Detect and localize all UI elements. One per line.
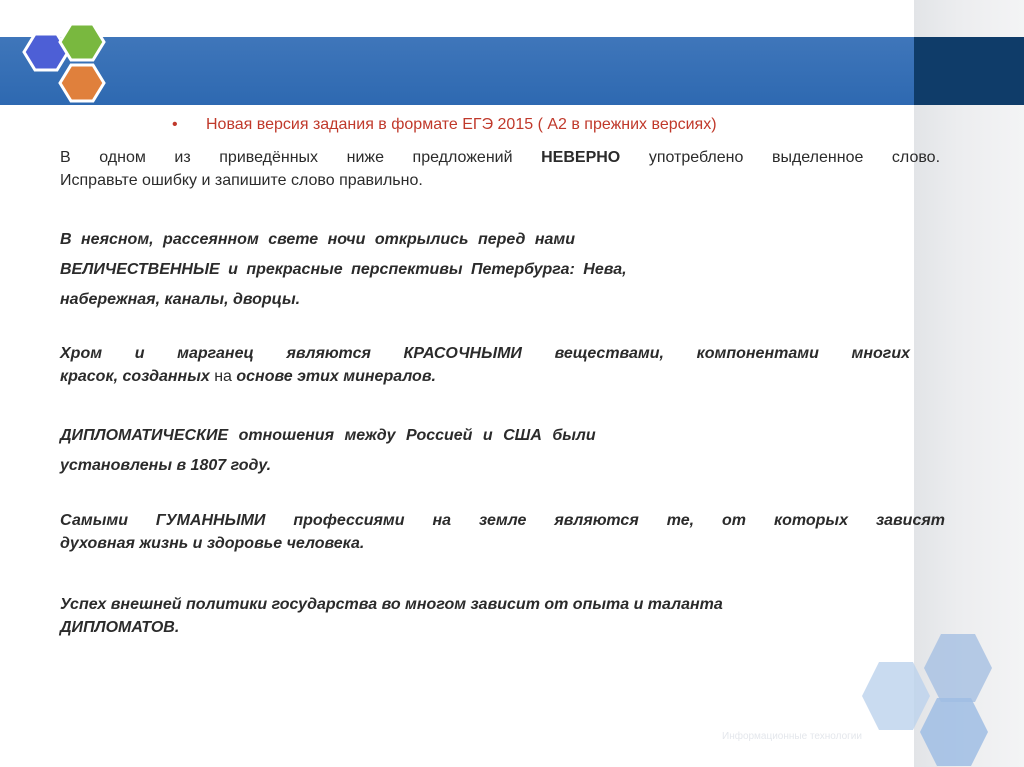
bullet-icon: • bbox=[172, 116, 178, 133]
sentence-2-part-b: на bbox=[214, 368, 232, 385]
sentence-5-line-2: ДИПЛОМАТОВ. bbox=[60, 619, 180, 636]
sentence-4-line-2: духовная жизнь и здоровье человека. bbox=[60, 535, 365, 552]
header-band-dark bbox=[914, 37, 1024, 105]
orange-hexagon bbox=[60, 65, 104, 101]
sentence-2-part-a: красок, созданных bbox=[60, 368, 215, 385]
task-title-text: Новая версия задания в формате ЕГЭ 2015 ( А2 в прежних версиях) bbox=[206, 116, 717, 133]
sentence-3-line-1: ДИПЛОМАТИЧЕСКИЕ отношения между Россией и США были bbox=[60, 427, 596, 444]
instruction-line-2: Исправьте ошибку и запишите слово правильно. bbox=[60, 172, 423, 189]
instruction-emphasis: НЕВЕРНО bbox=[541, 149, 621, 166]
footer-watermark: Информационные технологии bbox=[722, 731, 862, 742]
sentence-3-line-2: установлены в 1807 году. bbox=[60, 457, 272, 474]
sentence-5 bbox=[60, 593, 895, 639]
sentence-1-line-1: В неясном, рассеянном свете ночи открылись перед нами bbox=[60, 231, 575, 248]
sentence-5-line-1: Успех внешней политики государства во многом зависит от опыта и таланта bbox=[60, 596, 723, 613]
green-hexagon bbox=[60, 24, 104, 60]
sentence-3 bbox=[60, 421, 945, 481]
instruction-prefix: В одном из приведённых ниже предложений bbox=[60, 149, 542, 166]
sentence-2 bbox=[60, 342, 910, 388]
decorative-hexagons-icon bbox=[860, 628, 1024, 767]
sentence-2-line-1: Хром и марганец являются КРАСОЧНЫМИ веществами, компонентами многих bbox=[60, 345, 910, 362]
hexagon-logo-icon bbox=[8, 18, 118, 122]
sentence-4 bbox=[60, 509, 945, 555]
sentence-1-line-2: ВЕЛИЧЕСТВЕННЫЕ и прекрасные перспективы Петербурга: Нева, bbox=[60, 261, 627, 278]
sentence-1-line-3: набережная, каналы, дворцы. bbox=[60, 291, 301, 308]
sentence-1 bbox=[60, 225, 945, 315]
header-band bbox=[0, 37, 914, 105]
task-title bbox=[172, 116, 872, 134]
instruction-suffix: употреблено выделенное слово. bbox=[620, 149, 941, 166]
instruction-text bbox=[60, 146, 940, 192]
instruction-line-1 bbox=[60, 146, 940, 169]
sentence-2-part-c: основе этих минералов. bbox=[231, 368, 436, 385]
sentence-4-line-1: Самыми ГУМАННЫМИ профессиями на земле являются те, от которых зависят bbox=[60, 512, 945, 529]
sentence-2-line-2 bbox=[60, 365, 910, 388]
